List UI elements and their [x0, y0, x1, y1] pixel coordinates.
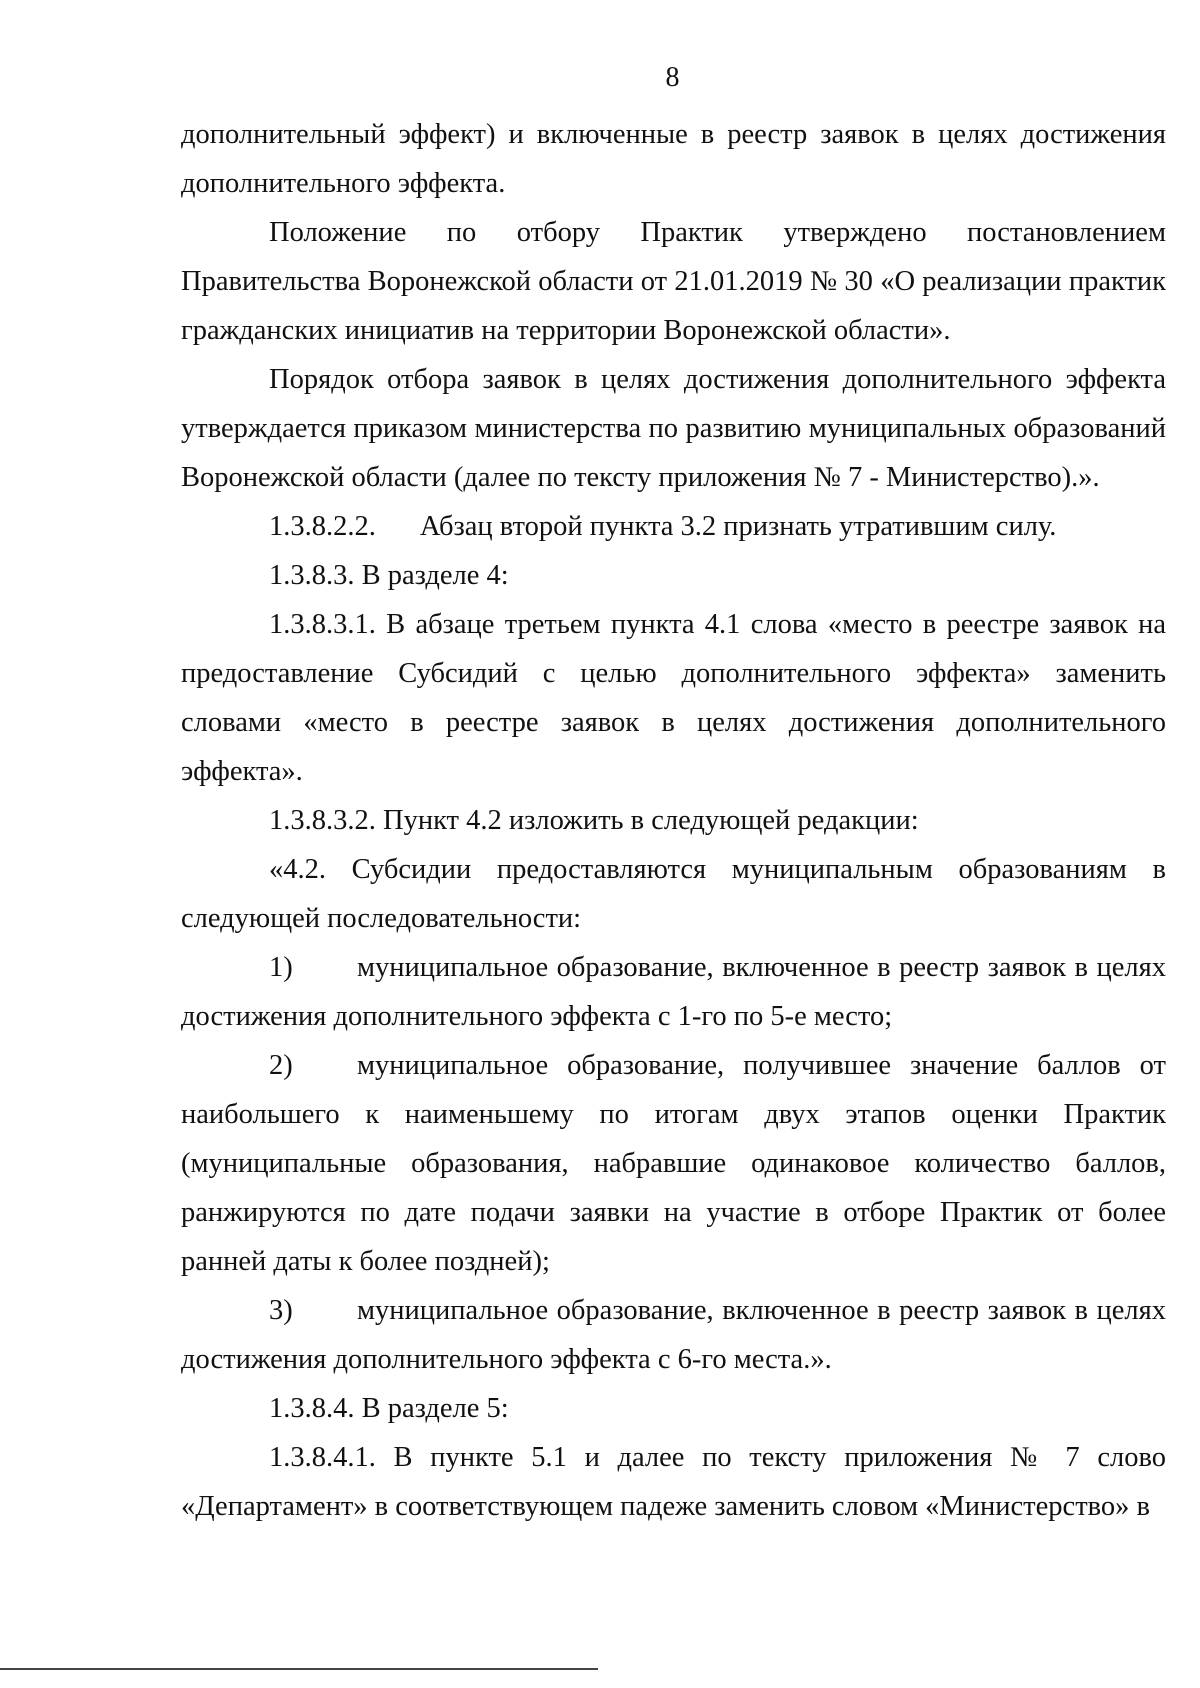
clause-text: Абзац второй пункта 3.2 признать утратившим силу.	[419, 511, 1057, 542]
paragraph: дополнительный эффект) и включенные в реестр заявок в целях достижения дополнительного эффекта.	[181, 119, 1166, 199]
list-number: 1)	[269, 952, 293, 983]
list-item	[181, 1041, 1166, 1286]
paragraph: 1.3.8.4. В разделе 5:	[269, 1393, 509, 1424]
list-number: 2)	[269, 1050, 293, 1081]
list-number: 3)	[269, 1295, 293, 1326]
document-body	[181, 110, 1166, 1531]
paragraph: Положение по отбору Практик утверждено постановлением Правительства Воронежской области от 21.01.2019 № 30 «О реализации практик гражданских инициатив на территории Воронежской области».	[181, 217, 1166, 346]
paragraph: 1.3.8.3.2. Пункт 4.2 изложить в следующей редакции:	[269, 805, 919, 836]
paragraph: 1.3.8.3.1. В абзаце третьем пункта 4.1 слова «место в реестре заявок на предоставление Субсидий с целью дополнительного эффекта» заменить словами «место в реестре заявок в целях достижения дополнительного эффекта».	[181, 609, 1166, 787]
paragraph: «4.2. Субсидии предоставляются муниципальным образованиям в следующей последовательности:	[181, 854, 1166, 934]
paragraph: 1.3.8.4.1. В пункте 5.1 и далее по тексту приложения № 7 слово «Департамент» в соответствующем падеже заменить словом «Министерство» в	[181, 1442, 1166, 1522]
bottom-divider	[0, 1668, 598, 1670]
list-item	[181, 943, 1166, 1041]
page-number: 8	[665, 62, 680, 93]
list-item	[181, 1286, 1166, 1384]
list-text: муниципальное образование, включенное в реестр заявок в целях достижения дополнительного эффекта с 1-го по 5-е место;	[181, 952, 1166, 1032]
list-text: муниципальное образование, получившее значение баллов от наибольшего к наименьшему по итогам двух этапов оценки Практик (муниципальные образования, набравшие одинаковое количество баллов, ранжируются по дате подачи заявки на участие в отборе Практик от более ранней даты к более поздней);	[181, 1050, 1166, 1277]
clause-number: 1.3.8.2.2.	[269, 511, 376, 542]
paragraph: 1.3.8.3. В разделе 4:	[269, 560, 509, 591]
paragraph: Порядок отбора заявок в целях достижения дополнительного эффекта утверждается приказом министерства по развитию муниципальных образований Воронежской области (далее по тексту приложения № 7 - Министерство).».	[181, 364, 1166, 493]
list-text: муниципальное образование, включенное в реестр заявок в целях достижения дополнительного эффекта с 6-го места.».	[181, 1295, 1166, 1375]
paragraph	[181, 502, 1166, 551]
